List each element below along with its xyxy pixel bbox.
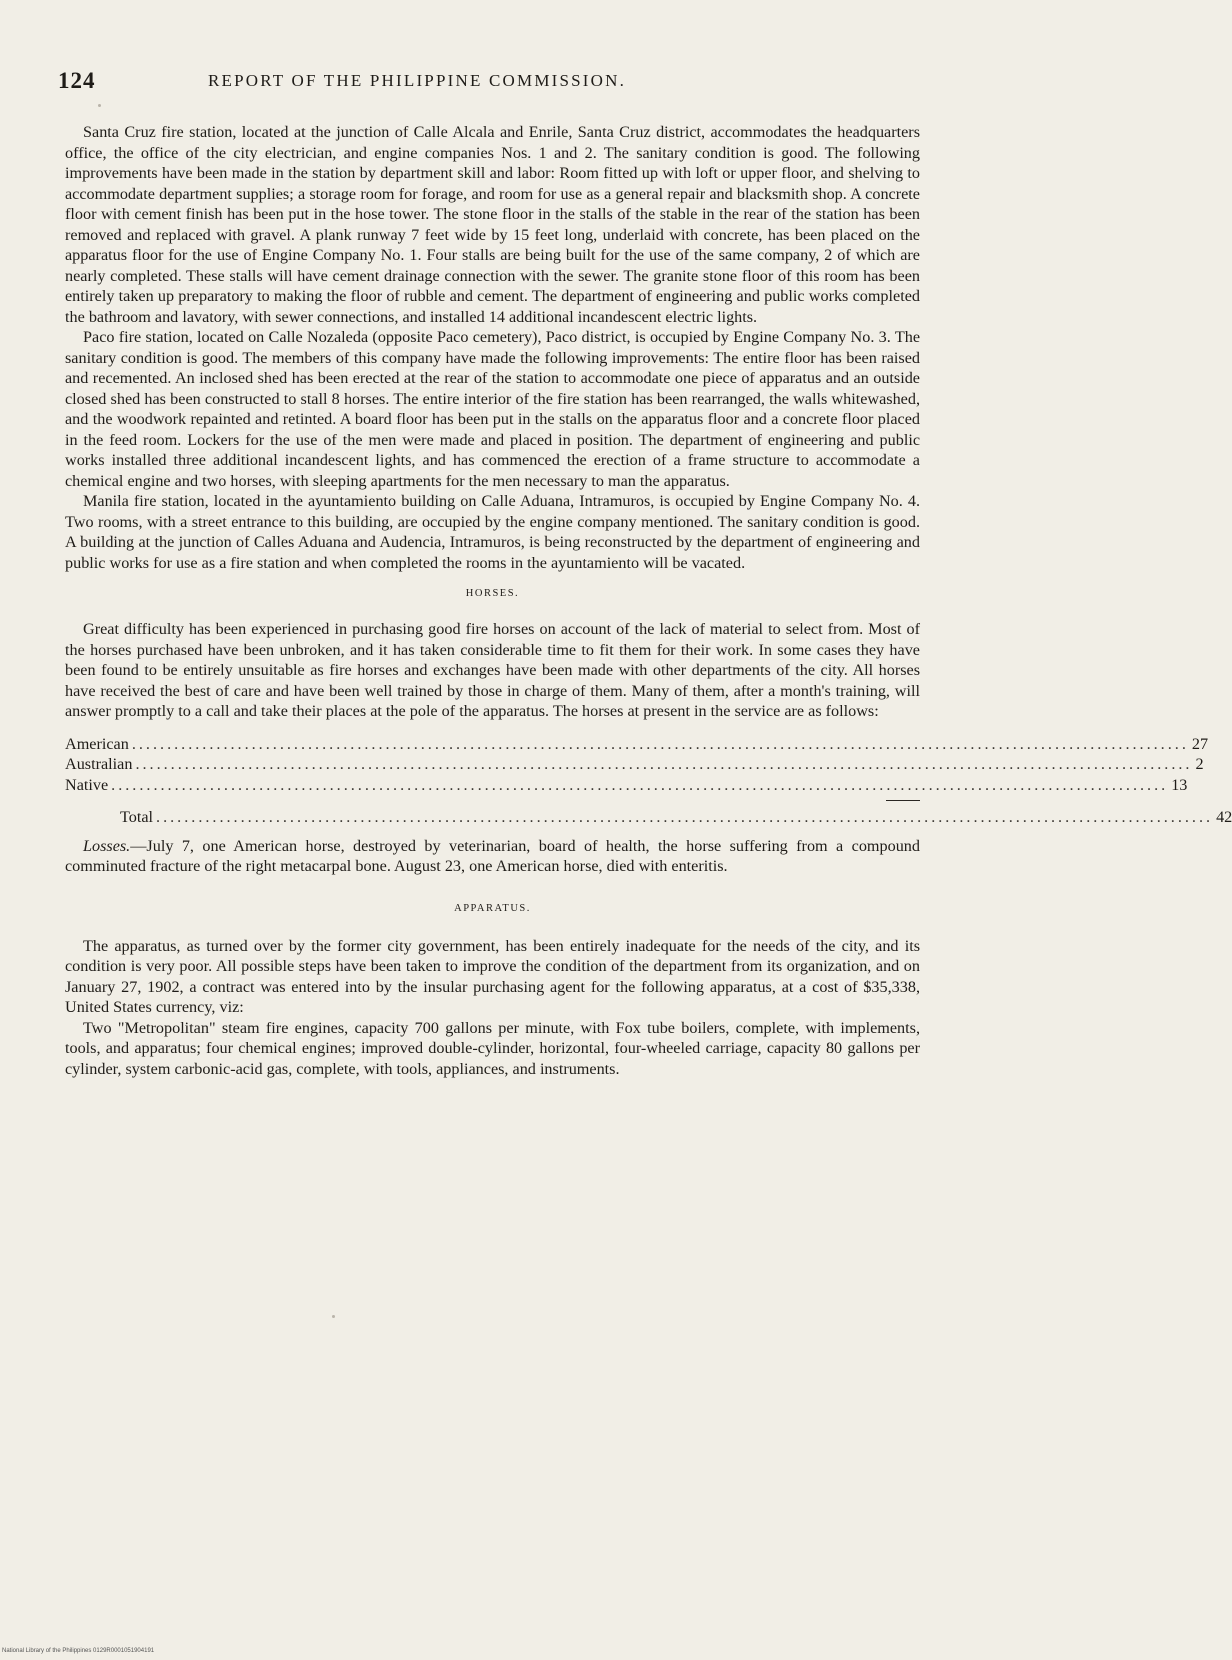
spacer [65,828,920,836]
horse-count-table [65,734,1232,828]
dot-leader: ...................................................................................................................................................... [111,775,1169,794]
page-number: 124 [58,68,96,93]
horse-count: 2 [1195,755,1204,773]
paragraph-losses [65,836,920,877]
total-count: 42 [1216,808,1232,826]
paragraph-manila-station: Manila fire station, located in the ayuntamiento building on Calle Aduana, Intramuros, is occupied by Engine Company No. 4. Two rooms, with a street entrance to this building, are occupied by the engine company mentioned. The sanitary condition is good. A building at the junction of Calles Aduana and Audencia, Intramuros, is being reconstructed by the department of engineering and public works for use as a fire station and when completed the rooms in the ayuntamiento will be vacated. [65,492,920,572]
table-row [65,734,1209,755]
horse-count: 13 [1171,775,1188,794]
horse-type-label: American [65,734,129,753]
section-heading-horses: HORSES. [465,588,520,599]
page-header [58,68,918,98]
losses-text: —July 7, one American horse, destroyed by veterinarian, board of health, the horse suffering from a compound comminuted fracture of the right metacarpal bone. August 23, one American horse, died with enteritis. [65,836,920,875]
scan-footer-note: National Library of the Philippines 0129R0001051904191 [2,1648,155,1654]
total-rule [886,800,920,801]
paragraph-paco-station: Paco fire station, located on Calle Nozaleda (opposite Paco cemetery), Paco district, is occupied by Engine Company No. 3. The sanitary condition is good. The members of this company have made the following improvements: The entire floor has been raised and recemented. An inclosed shed has been erected at the rear of the station to accommodate one piece of apparatus and an outside closed shed has been constructed to stall 8 horses. The entire interior of the fire station has been rearranged, the walls whitewashed, and the woodwork repainted and retinted. A board floor has been put in the stalls on the apparatus floor and a concrete floor placed in the feed room. Lockers for the use of the men were made and placed in position. The department of engineering and public works installed three additional incandescent lights, and has commenced the erection of a frame structure to accommodate a chemical engine and two horses, with sleeping apartments for the men necessary to man the apparatus. [65,328,920,490]
paragraph-apparatus-contract: The apparatus, as turned over by the former city government, has been entirely inadequate for the needs of the city, and its condition is very poor. All possible steps have been taken to improve the condition of the department from its organization, and on January 27, 1902, a contract was entered into by the insular purchasing agent for the following apparatus, at a cost of $35,338, United States currency, viz: [65,936,920,1016]
table-row [65,775,1188,796]
body-text [65,122,1232,1079]
total-label: Total [120,808,154,826]
horse-count: 27 [1191,734,1209,753]
print-speck [98,104,101,107]
dot-leader: ...................................................................................................................................................... [131,734,1189,753]
paragraph-horses-intro: Great difficulty has been experienced in purchasing good fire horses on account of the lack of material to select from. Most of the horses purchased have been unbroken, and it has taken considerable time to fit them for their work. In some cases they have been found to be entirely unsuitable as fire horses and exchanges have been made with other departments of the city. All horses have received the best of care and have been well trained by those in charge of them. Many of them, after a month's training, will answer promptly to a call and take their places at the pole of the apparatus. The horses at present in the service are as follows: [65,620,920,720]
running-title: REPORT OF THE PHILIPPINE COMMISSION. [208,71,627,90]
section-heading-apparatus: APPARATUS. [454,902,531,914]
table-row [65,754,1204,775]
total-row [65,807,1232,828]
horse-type-label: Australian [65,755,133,773]
dot-leader: ...................................................................................................................................................... [135,755,1193,773]
paragraph-santa-cruz-station: Santa Cruz fire station, located at the junction of Calle Alcala and Enrile, Santa Cruz district, accommodates the headquarters office, the office of the city electrician, and engine companies Nos. 1 and 2. The sanitary condition is good. The following improvements have been made in the station by department skill and labor: Room fitted up with loft or upper floor, and shelving to accommodate department supplies; a storage room for forage, and room for use as a general repair and blacksmith shop. A concrete floor with cement finish has been put in the hose tower. The stone floor in the stalls of the stable in the rear of the station has been removed and replaced with gravel. A plank runway 7 feet wide by 15 feet long, underlaid with concrete, has been placed on the apparatus floor for the use of Engine Company No. 1. Four stalls are being built for the use of the same company, 2 of which are nearly completed. These stalls will have cement drainage connection with the sewer. The granite stone floor of this room has been entirely taken up preparatory to making the floor of rubble and cement. The department of engineering and public works completed the bathroom and lavatory, with sewer connections, and installed 14 additional incandescent electric lights. [65,123,920,326]
paragraph-apparatus-list: Two "Metropolitan" steam fire engines, capacity 700 gallons per minute, with Fox tube boilers, complete, with implements, tools, and apparatus; four chemical engines; improved double-cylinder, horizontal, four-wheeled carriage, capacity 80 gallons per cylinder, system carbonic-acid gas, complete, with tools, appliances, and instruments. [65,1018,920,1078]
losses-label: Losses. [83,836,131,855]
dot-leader: ...................................................................................................................................................... [156,808,1214,826]
print-speck [332,1315,335,1318]
horse-type-label: Native [65,775,109,794]
